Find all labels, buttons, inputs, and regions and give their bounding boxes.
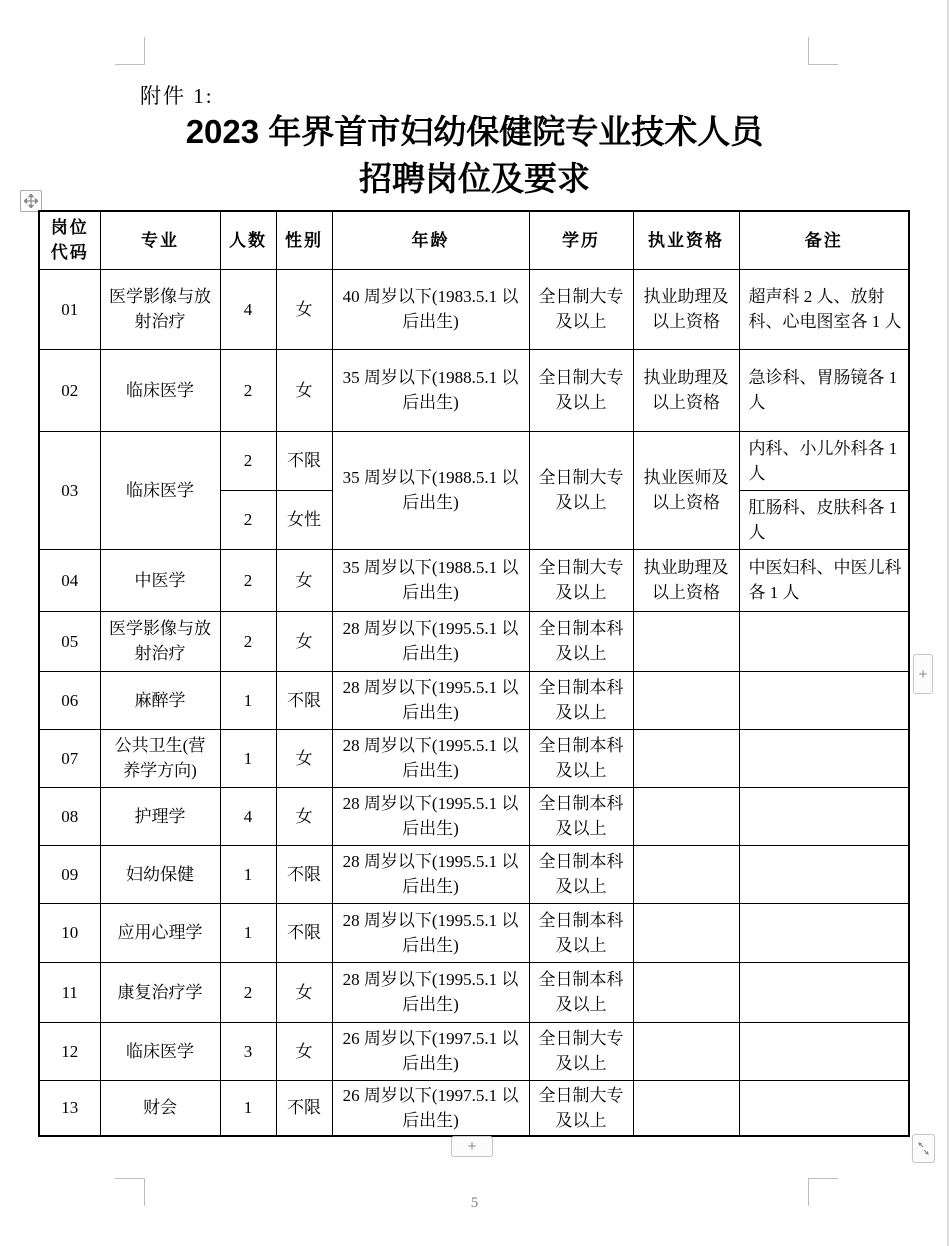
column-header: 岗位代码 [39, 211, 100, 269]
table-row [39, 1080, 909, 1136]
cell-qualification [633, 1022, 739, 1080]
cell-major: 康复治疗学 [100, 962, 220, 1022]
table-row [39, 349, 909, 431]
cell-code: 02 [39, 349, 100, 431]
cell-age: 28 周岁以下(1995.5.1 以后出生) [332, 962, 529, 1022]
table-row [39, 845, 909, 903]
cell-education: 全日制大专及以上 [529, 269, 633, 349]
cell-age: 26 周岁以下(1997.5.1 以后出生) [332, 1022, 529, 1080]
cell-gender: 女 [276, 611, 332, 671]
cell-code: 09 [39, 845, 100, 903]
cell-age: 40 周岁以下(1983.5.1 以后出生) [332, 269, 529, 349]
margin-mark-top-right [808, 37, 838, 65]
recruitment-table [38, 210, 910, 1137]
cell-note: 超声科 2 人、放射科、心电图室各 1 人 [739, 269, 909, 349]
cell-count: 4 [220, 787, 276, 845]
cell-note [739, 1022, 909, 1080]
cell-count: 1 [220, 1080, 276, 1136]
cell-qualification [633, 1080, 739, 1136]
cell-count: 1 [220, 671, 276, 729]
table-row [39, 431, 909, 490]
cell-age: 35 周岁以下(1988.5.1 以后出生) [332, 349, 529, 431]
cell-education: 全日制大专及以上 [529, 1080, 633, 1136]
cell-note [739, 845, 909, 903]
cell-note [739, 611, 909, 671]
cell-note [739, 729, 909, 787]
cell-code: 07 [39, 729, 100, 787]
cell-education: 全日制本科及以上 [529, 962, 633, 1022]
cell-major: 医学影像与放射治疗 [100, 269, 220, 349]
cell-gender: 女 [276, 729, 332, 787]
cell-major: 财会 [100, 1080, 220, 1136]
table-row [39, 549, 909, 611]
cell-education: 全日制本科及以上 [529, 903, 633, 962]
cell-qualification [633, 671, 739, 729]
cell-qualification: 执业医师及以上资格 [633, 431, 739, 549]
page-title-line1: 2023 年界首市妇幼保健院专业技术人员 [185, 113, 764, 150]
cell-gender: 女 [276, 787, 332, 845]
cell-count: 1 [220, 729, 276, 787]
cell-education: 全日制大专及以上 [529, 349, 633, 431]
cell-qualification [633, 962, 739, 1022]
cell-code: 08 [39, 787, 100, 845]
cell-qualification [633, 903, 739, 962]
cell-education: 全日制本科及以上 [529, 845, 633, 903]
cell-count: 4 [220, 269, 276, 349]
resize-icon [917, 1141, 930, 1156]
cell-code: 03 [39, 431, 100, 549]
cell-count: 3 [220, 1022, 276, 1080]
cell-gender: 女 [276, 1022, 332, 1080]
cell-gender: 不限 [276, 845, 332, 903]
table-row [39, 903, 909, 962]
cell-count: 2 [220, 962, 276, 1022]
cell-qualification: 执业助理及以上资格 [633, 549, 739, 611]
cell-age: 28 周岁以下(1995.5.1 以后出生) [332, 729, 529, 787]
cell-note [739, 962, 909, 1022]
cell-qualification [633, 845, 739, 903]
cell-major: 临床医学 [100, 349, 220, 431]
cell-age: 35 周岁以下(1988.5.1 以后出生) [332, 431, 529, 549]
column-header: 学历 [529, 211, 633, 269]
cell-note [739, 671, 909, 729]
cell-qualification: 执业助理及以上资格 [633, 349, 739, 431]
cell-gender: 女 [276, 349, 332, 431]
cell-gender: 女 [276, 962, 332, 1022]
cell-note [739, 787, 909, 845]
cell-count: 2 [220, 611, 276, 671]
cell-note: 内科、小儿外科各 1 人 [739, 431, 909, 490]
cell-code: 04 [39, 549, 100, 611]
column-header: 专业 [100, 211, 220, 269]
cell-code: 05 [39, 611, 100, 671]
cell-age: 28 周岁以下(1995.5.1 以后出生) [332, 671, 529, 729]
cell-gender: 不限 [276, 431, 332, 490]
cell-note [739, 903, 909, 962]
cell-major: 临床医学 [100, 1022, 220, 1080]
cell-education: 全日制本科及以上 [529, 611, 633, 671]
cell-major: 护理学 [100, 787, 220, 845]
cell-count: 1 [220, 845, 276, 903]
table-row [39, 671, 909, 729]
cell-age: 28 周岁以下(1995.5.1 以后出生) [332, 787, 529, 845]
column-header: 人数 [220, 211, 276, 269]
cell-major: 临床医学 [100, 431, 220, 549]
cell-qualification [633, 611, 739, 671]
cell-age: 28 周岁以下(1995.5.1 以后出生) [332, 845, 529, 903]
cell-major: 妇幼保健 [100, 845, 220, 903]
cell-major: 公共卫生(营养学方向) [100, 729, 220, 787]
cell-gender: 女 [276, 549, 332, 611]
table-row [39, 962, 909, 1022]
cell-education: 全日制大专及以上 [529, 431, 633, 549]
add-column-button[interactable]: + [913, 654, 933, 694]
margin-mark-top-left [115, 37, 145, 65]
page-title-line2: 招聘岗位及要求 [359, 160, 590, 197]
cell-note: 肛肠科、皮肤科各 1 人 [739, 490, 909, 549]
cell-major: 中医学 [100, 549, 220, 611]
table-row [39, 269, 909, 349]
table-row [39, 729, 909, 787]
cell-gender: 不限 [276, 903, 332, 962]
cell-code: 12 [39, 1022, 100, 1080]
cell-gender: 女 [276, 269, 332, 349]
column-header: 执业资格 [633, 211, 739, 269]
column-header: 备注 [739, 211, 909, 269]
table-row [39, 787, 909, 845]
cell-count: 2 [220, 490, 276, 549]
cell-gender: 女性 [276, 490, 332, 549]
page-title [0, 108, 949, 202]
cell-code: 10 [39, 903, 100, 962]
cell-major: 应用心理学 [100, 903, 220, 962]
page-number: 5 [470, 1195, 479, 1211]
cell-qualification [633, 729, 739, 787]
cell-major: 麻醉学 [100, 671, 220, 729]
cell-note: 急诊科、胃肠镜各 1 人 [739, 349, 909, 431]
add-row-button[interactable]: + [451, 1136, 493, 1157]
move-icon [24, 194, 38, 208]
column-header: 年龄 [332, 211, 529, 269]
cell-note [739, 1080, 909, 1136]
cell-education: 全日制大专及以上 [529, 1022, 633, 1080]
cell-age: 35 周岁以下(1988.5.1 以后出生) [332, 549, 529, 611]
cell-major: 医学影像与放射治疗 [100, 611, 220, 671]
cell-qualification [633, 787, 739, 845]
table-body [39, 269, 909, 1136]
cell-education: 全日制本科及以上 [529, 787, 633, 845]
cell-education: 全日制本科及以上 [529, 671, 633, 729]
cell-age: 28 周岁以下(1995.5.1 以后出生) [332, 903, 529, 962]
cell-count: 2 [220, 431, 276, 490]
cell-code: 11 [39, 962, 100, 1022]
cell-count: 2 [220, 549, 276, 611]
cell-note: 中医妇科、中医儿科各 1 人 [739, 549, 909, 611]
table-move-handle[interactable] [20, 190, 42, 212]
column-header: 性别 [276, 211, 332, 269]
cell-gender: 不限 [276, 1080, 332, 1136]
table-row [39, 611, 909, 671]
cell-age: 26 周岁以下(1997.5.1 以后出生) [332, 1080, 529, 1136]
table-resize-handle[interactable] [912, 1134, 935, 1163]
cell-gender: 不限 [276, 671, 332, 729]
cell-education: 全日制大专及以上 [529, 549, 633, 611]
cell-education: 全日制本科及以上 [529, 729, 633, 787]
cell-count: 1 [220, 903, 276, 962]
cell-qualification: 执业助理及以上资格 [633, 269, 739, 349]
table-row [39, 1022, 909, 1080]
cell-age: 28 周岁以下(1995.5.1 以后出生) [332, 611, 529, 671]
attachment-label: 附件 1: [140, 84, 214, 108]
table-header [39, 211, 909, 269]
cell-code: 13 [39, 1080, 100, 1136]
cell-code: 01 [39, 269, 100, 349]
cell-count: 2 [220, 349, 276, 431]
cell-code: 06 [39, 671, 100, 729]
